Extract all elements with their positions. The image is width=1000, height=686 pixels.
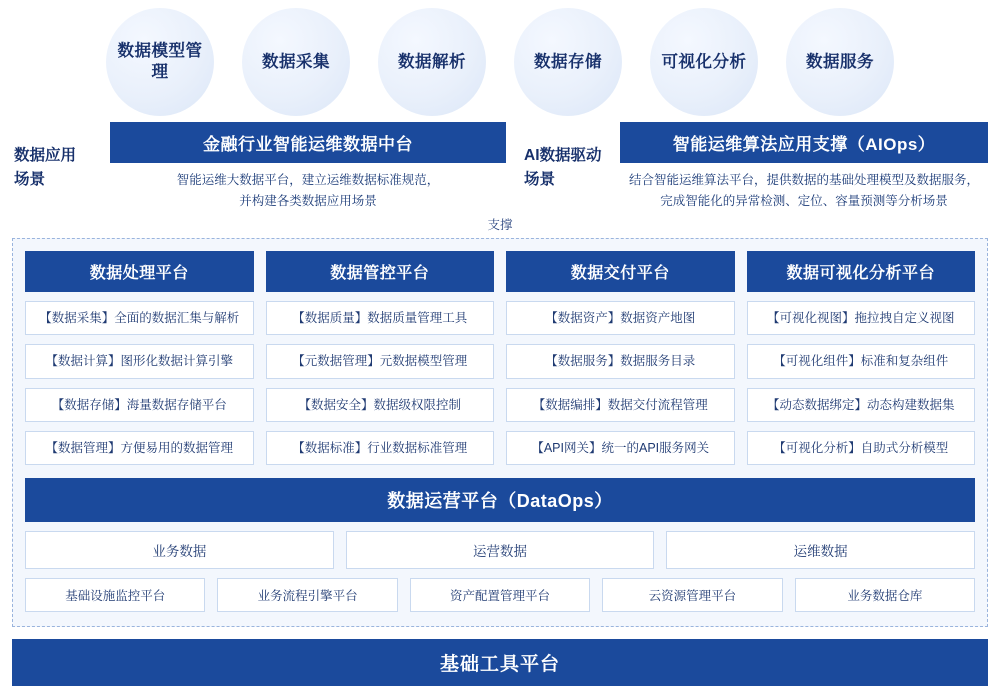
scenario-content (110, 122, 506, 214)
scenario-title: 金融行业智能运维数据中台 (110, 122, 506, 163)
platform-panel (12, 238, 988, 627)
bubble-item: 数据模型管理 (106, 8, 214, 116)
dataops-cell: 运营数据 (346, 531, 655, 569)
bubble-item: 数据存储 (514, 8, 622, 116)
dataops-cell: 业务数据仓库 (795, 578, 975, 612)
platform-item: 【API网关】统一的API服务网关 (506, 431, 735, 465)
scenario-side-label (522, 122, 620, 214)
dataops-cell: 云资源管理平台 (602, 578, 782, 612)
support-label: 支撑 (487, 218, 513, 232)
platform-item: 【可视化分析】自助式分析模型 (747, 431, 976, 465)
capability-bubbles (0, 0, 1000, 122)
platform-column-data-governance (266, 251, 495, 465)
platform-item: 【动态数据绑定】动态构建数据集 (747, 388, 976, 422)
bubble-item: 可视化分析 (650, 8, 758, 116)
platform-item: 【数据标准】行业数据标准管理 (266, 431, 495, 465)
dataops-cell: 业务数据 (25, 531, 334, 569)
scenario-desc-line1: 结合智能运维算法平台，提供数据的基础处理模型及数据服务， (628, 173, 979, 187)
dataops-row-primary (25, 531, 975, 569)
platform-columns (25, 251, 975, 465)
platform-item: 【数据存储】海量数据存储平台 (25, 388, 254, 422)
platform-title: 数据处理平台 (25, 251, 254, 292)
platform-item: 【数据管理】方便易用的数据管理 (25, 431, 254, 465)
dataops-cell: 基础设施监控平台 (25, 578, 205, 612)
platform-title: 数据管控平台 (266, 251, 495, 292)
scenario-desc-line2: 完成智能化的异常检测、定位、容量预测等分析场景 (660, 194, 948, 209)
platform-item: 【可视化组件】标准和复杂组件 (747, 344, 976, 378)
scenario-desc-line2: 并构建各类数据应用场景 (239, 194, 377, 209)
platform-title: 数据可视化分析平台 (747, 251, 976, 292)
scenario-desc-line1: 智能运维大数据平台，建立运维数据标准规范， (176, 173, 440, 187)
bubble-item: 数据采集 (242, 8, 350, 116)
scenario-title: 智能运维算法应用支撑（AIOps） (620, 122, 988, 163)
platform-item: 【数据资产】数据资产地图 (506, 301, 735, 335)
platform-item: 【元数据管理】元数据模型管理 (266, 344, 495, 378)
scenario-data-application (12, 122, 506, 214)
dataops-cell: 业务流程引擎平台 (217, 578, 397, 612)
scenario-side-line2: 场景 (524, 171, 556, 188)
scenario-side-label (12, 122, 110, 214)
platform-item: 【数据质量】数据质量管理工具 (266, 301, 495, 335)
platform-column-data-visualization (747, 251, 976, 465)
dataops-row-secondary (25, 578, 975, 612)
platform-column-data-delivery (506, 251, 735, 465)
base-tool-platform-bar: 基础工具平台 (12, 639, 988, 686)
scenario-ai-driven (522, 122, 988, 214)
platform-item: 【数据编排】数据交付流程管理 (506, 388, 735, 422)
scenario-side-line2: 场景 (14, 171, 46, 188)
platform-column-data-processing (25, 251, 254, 465)
scenario-description (110, 163, 506, 213)
platform-item: 【数据安全】数据级权限控制 (266, 388, 495, 422)
platform-item: 【数据服务】数据服务目录 (506, 344, 735, 378)
dataops-cell: 资产配置管理平台 (410, 578, 590, 612)
platform-title: 数据交付平台 (506, 251, 735, 292)
scenario-description (620, 163, 988, 213)
scenario-side-line1: 数据应用 (14, 146, 77, 164)
platform-item: 【数据采集】全面的数据汇集与解析 (25, 301, 254, 335)
platform-item: 【可视化视图】拖拉拽自定义视图 (747, 301, 976, 335)
dataops-cell: 运维数据 (666, 531, 975, 569)
platform-item: 【数据计算】图形化数据计算引擎 (25, 344, 254, 378)
scenario-side-line1: AI数据驱动 (524, 146, 602, 164)
dataops-title: 数据运营平台（DataOps） (25, 478, 975, 522)
scenario-content (620, 122, 988, 214)
bubble-item: 数据解析 (378, 8, 486, 116)
scenario-row (0, 122, 1000, 214)
bubble-item: 数据服务 (786, 8, 894, 116)
